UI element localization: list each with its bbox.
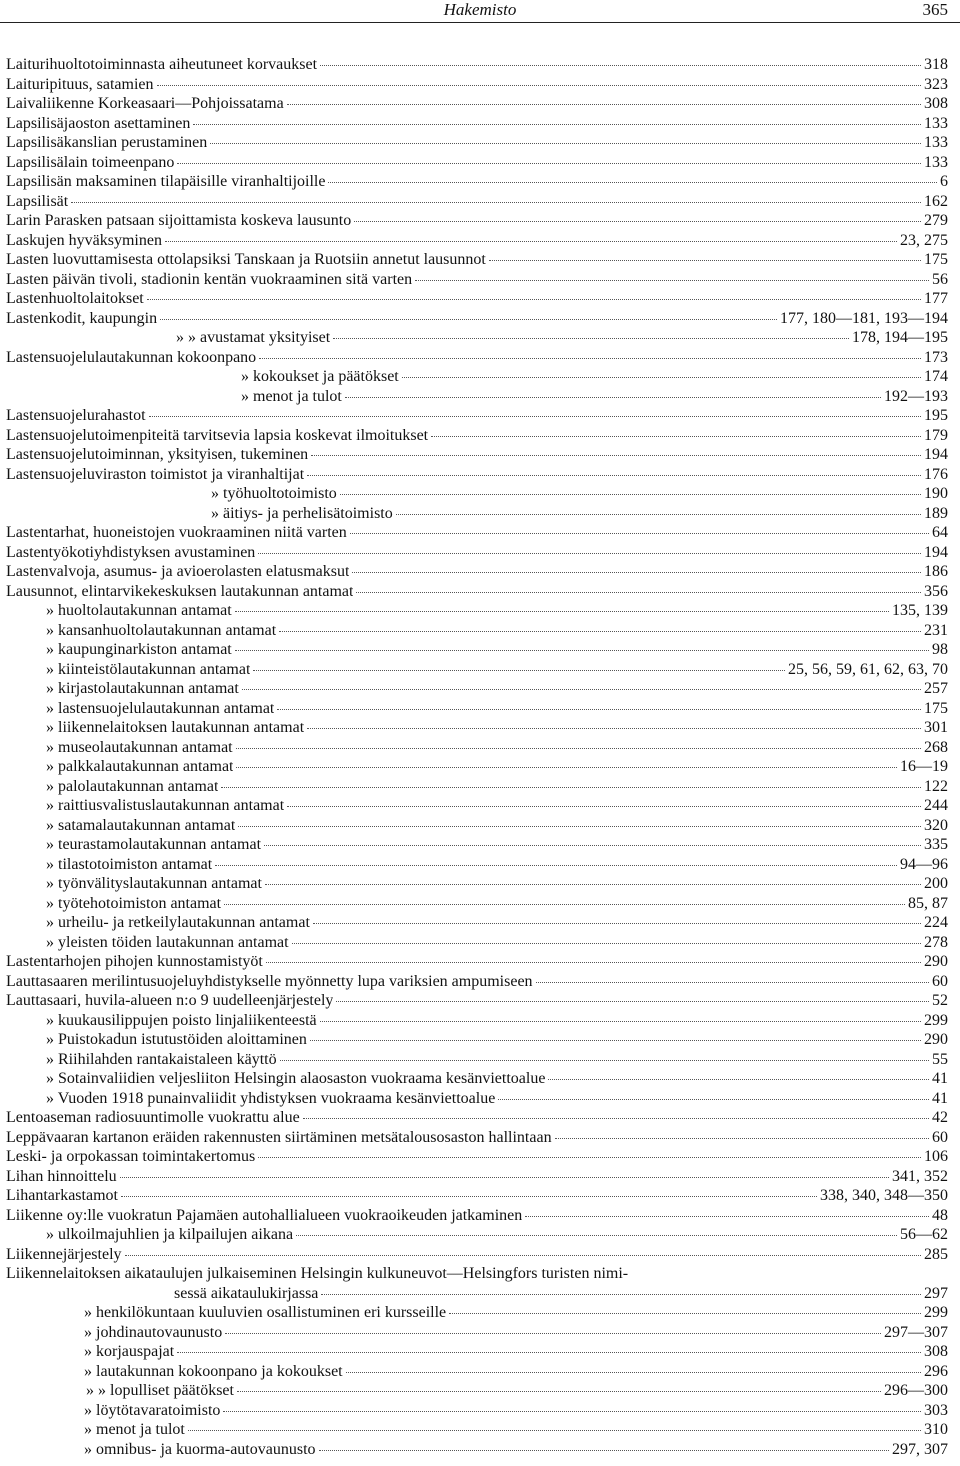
dot-leader bbox=[157, 84, 921, 86]
index-entry bbox=[6, 114, 948, 134]
dot-leader bbox=[125, 1254, 921, 1256]
index-entry bbox=[6, 1225, 948, 1245]
dot-leader bbox=[555, 1137, 929, 1139]
entry-pages: 296 bbox=[924, 1362, 948, 1380]
index-entry bbox=[6, 211, 948, 231]
entry-text: Lihantarkastamot bbox=[6, 1187, 118, 1204]
index-entry bbox=[6, 1245, 948, 1265]
index-entry bbox=[6, 94, 948, 114]
entry-text: Lapsilisäkanslian perustaminen bbox=[6, 134, 208, 151]
entry-text: » työhuoltotoimisto bbox=[211, 485, 337, 502]
entry-text: » ulkoilmajuhlien ja kilpailujen aikana bbox=[46, 1226, 294, 1243]
dot-leader bbox=[346, 1371, 921, 1373]
entry-pages: 338, 340, 348—350 bbox=[820, 1187, 948, 1204]
entry-text: » tilastotoimiston antamat bbox=[46, 855, 213, 873]
entry-text: » liikennelaitoksen lautakunnan antamat bbox=[46, 719, 305, 736]
entry-text: Liikenne oy:lle vuokratun Pajamäen autohallialueen vuokraoikeuden jatkaminen bbox=[6, 1206, 523, 1224]
dot-leader bbox=[321, 1293, 921, 1295]
dot-leader bbox=[328, 181, 937, 183]
index-entry bbox=[6, 835, 948, 855]
entry-text: » » lopulliset päätökset bbox=[86, 1382, 234, 1399]
dot-leader bbox=[345, 396, 881, 398]
entry-text: Lihan hinnoittelu bbox=[6, 1167, 117, 1185]
dot-leader bbox=[279, 630, 921, 632]
entry-pages: 42 bbox=[932, 1109, 948, 1126]
entry-text: Lauttasaari, huvila-alueen n:o 9 uudelleenjärjestely bbox=[6, 992, 334, 1009]
dot-leader bbox=[336, 1000, 929, 1002]
entry-text: Lapsilisät bbox=[6, 192, 69, 210]
entry-text: » johdinautovaunusto bbox=[84, 1323, 223, 1341]
entry-text: » raittiusvalistuslautakunnan antamat bbox=[46, 797, 285, 814]
index-entry bbox=[6, 1362, 948, 1382]
entry-pages: 290 bbox=[924, 953, 948, 970]
entry-pages: 279 bbox=[924, 212, 948, 229]
entry-text: » kaupunginarkiston antamat bbox=[46, 641, 232, 658]
entry-text: Lastensuojeluviraston toimistot ja viranhaltijat bbox=[6, 465, 305, 483]
dot-leader bbox=[449, 1312, 921, 1314]
index-entry bbox=[6, 991, 948, 1011]
entry-pages: 186 bbox=[924, 563, 948, 580]
entry-pages: 175 bbox=[924, 699, 948, 717]
index-entry bbox=[6, 1128, 948, 1148]
dot-leader bbox=[242, 688, 921, 690]
dot-leader bbox=[525, 1215, 929, 1217]
index-entry bbox=[6, 289, 948, 309]
entry-text: Laituripituus, satamien bbox=[6, 75, 154, 93]
dot-leader bbox=[210, 142, 921, 144]
entry-text: » kiinteistölautakunnan antamat bbox=[46, 660, 251, 678]
index-entry bbox=[6, 972, 948, 992]
dot-leader bbox=[536, 981, 929, 983]
dot-leader bbox=[296, 1234, 897, 1236]
index-entry bbox=[6, 855, 948, 875]
entry-pages: 176 bbox=[924, 465, 948, 483]
entry-pages: 310 bbox=[924, 1421, 948, 1438]
dot-leader bbox=[333, 337, 849, 339]
dot-leader bbox=[121, 1195, 817, 1197]
entry-text: » » avustamat yksityiset bbox=[176, 329, 331, 346]
index-entry bbox=[6, 699, 948, 719]
entry-pages: 290 bbox=[924, 1031, 948, 1048]
entry-pages: 195 bbox=[924, 407, 948, 424]
entry-pages: 231 bbox=[924, 621, 948, 639]
dot-leader bbox=[224, 903, 905, 905]
entry-pages: 177 bbox=[924, 290, 948, 307]
dot-leader bbox=[277, 708, 921, 710]
entry-text: » Riihilahden rantakaistaleen käyttö bbox=[46, 1050, 277, 1068]
index-entries bbox=[6, 55, 948, 1459]
dot-leader bbox=[340, 493, 921, 495]
entry-text: sessä aikataulukirjassa bbox=[174, 1284, 319, 1302]
index-entry bbox=[6, 523, 948, 543]
dot-leader bbox=[319, 1449, 889, 1451]
index-entry bbox=[6, 1401, 948, 1421]
entry-text: Lastensuojelurahastot bbox=[6, 407, 146, 424]
entry-pages: 55 bbox=[932, 1050, 948, 1068]
index-entry bbox=[6, 952, 948, 972]
entry-pages: 297—307 bbox=[884, 1323, 948, 1341]
dot-leader bbox=[236, 766, 897, 768]
index-entry bbox=[6, 1108, 948, 1128]
index-entry bbox=[6, 426, 948, 446]
entry-pages: 296—300 bbox=[884, 1382, 948, 1399]
dot-leader bbox=[177, 162, 921, 164]
entry-pages: 297, 307 bbox=[892, 1440, 948, 1458]
entry-pages: 323 bbox=[924, 75, 948, 93]
index-entry bbox=[6, 933, 948, 953]
dot-leader bbox=[165, 240, 897, 242]
index-entry bbox=[6, 192, 948, 212]
index-entry bbox=[6, 679, 948, 699]
entry-text: » urheilu- ja retkeilylautakunnan antamat bbox=[46, 914, 310, 931]
entry-pages: 106 bbox=[924, 1148, 948, 1165]
dot-leader bbox=[310, 1039, 921, 1041]
entry-pages: 257 bbox=[924, 680, 948, 697]
dot-leader bbox=[265, 883, 921, 885]
index-entry bbox=[6, 1342, 948, 1362]
index-entry bbox=[6, 601, 948, 621]
entry-text: Leppävaaran kartanon eräiden rakennusten siirtäminen metsätalousosaston hallintaan bbox=[6, 1128, 552, 1146]
entry-text: Liikennelaitoksen aikataulujen julkaiseminen Helsingin kulkuneuvot—Helsingfors turisten nimi- bbox=[6, 1265, 629, 1282]
index-entry bbox=[6, 153, 948, 173]
entry-text: » lautakunnan kokoonpano ja kokoukset bbox=[84, 1362, 343, 1380]
entry-pages: 320 bbox=[924, 816, 948, 834]
entry-text: » korjauspajat bbox=[84, 1343, 175, 1360]
entry-pages: 299 bbox=[924, 1011, 948, 1029]
index-entry bbox=[6, 1440, 948, 1460]
entry-text: » huoltolautakunnan antamat bbox=[46, 602, 232, 619]
entry-pages: 335 bbox=[924, 836, 948, 853]
entry-text: » palolautakunnan antamat bbox=[46, 777, 219, 795]
entry-pages: 133 bbox=[924, 134, 948, 151]
dot-leader bbox=[147, 298, 921, 300]
entry-pages: 173 bbox=[924, 348, 948, 366]
dot-leader bbox=[215, 864, 897, 866]
dot-leader bbox=[352, 571, 921, 573]
index-entry bbox=[6, 1069, 948, 1089]
dot-leader bbox=[489, 259, 921, 261]
index-entry bbox=[6, 1167, 948, 1187]
dot-leader bbox=[313, 922, 921, 924]
dot-leader bbox=[307, 474, 921, 476]
entry-text: Lastenhuoltolaitokset bbox=[6, 290, 144, 307]
entry-text: » työtehotoimiston antamat bbox=[46, 894, 222, 912]
entry-text: » palkkalautakunnan antamat bbox=[46, 758, 234, 775]
entry-pages: 122 bbox=[924, 777, 948, 795]
entry-pages: 356 bbox=[924, 582, 948, 600]
index-entry bbox=[6, 1186, 948, 1206]
index-entry bbox=[6, 913, 948, 933]
entry-pages: 52 bbox=[932, 992, 948, 1009]
entry-pages: 56 bbox=[932, 270, 948, 288]
dot-leader bbox=[350, 532, 929, 534]
index-entry bbox=[6, 718, 948, 738]
dot-leader bbox=[266, 961, 921, 963]
dot-leader bbox=[258, 1156, 921, 1158]
dot-leader bbox=[292, 942, 921, 944]
entry-pages: 341, 352 bbox=[892, 1167, 948, 1185]
dot-leader bbox=[311, 454, 921, 456]
entry-pages: 16—19 bbox=[900, 758, 948, 775]
index-entry bbox=[6, 55, 948, 75]
dot-leader bbox=[287, 805, 921, 807]
dot-leader bbox=[259, 357, 921, 359]
index-entry bbox=[6, 1050, 948, 1070]
index-entry bbox=[6, 894, 948, 914]
dot-leader bbox=[235, 610, 889, 612]
entry-pages: 85, 87 bbox=[908, 894, 948, 912]
index-entry bbox=[6, 1303, 948, 1323]
index-entry bbox=[6, 328, 948, 348]
entry-text: Lastenvalvoja, asumus- ja avioerolasten elatusmaksut bbox=[6, 563, 350, 580]
dot-leader bbox=[160, 318, 777, 320]
entry-text: » omnibus- ja kuorma-autovaunusto bbox=[84, 1440, 316, 1458]
dot-leader bbox=[235, 649, 929, 651]
index-entry bbox=[6, 543, 948, 563]
entry-text: Lapsilisälain toimeenpano bbox=[6, 153, 175, 171]
entry-pages: 297 bbox=[924, 1284, 948, 1302]
index-entry bbox=[6, 1264, 948, 1284]
index-entry bbox=[6, 445, 948, 465]
entry-pages: 224 bbox=[924, 914, 948, 931]
dot-leader bbox=[237, 1390, 881, 1392]
entry-pages: 133 bbox=[924, 114, 948, 132]
entry-pages: 178, 194—195 bbox=[852, 329, 948, 346]
index-entry bbox=[6, 738, 948, 758]
entry-text: Larin Parasken patsaan sijoittamista koskeva lausunto bbox=[6, 212, 352, 229]
dot-leader bbox=[303, 1117, 929, 1119]
index-entry bbox=[6, 75, 948, 95]
entry-text: » äitiys- ja perhelisätoimisto bbox=[211, 504, 393, 522]
entry-text: Lastensuojelulautakunnan kokoonpano bbox=[6, 348, 257, 366]
entry-text: Lastentyökotiyhdistyksen avustaminen bbox=[6, 543, 256, 561]
index-entry bbox=[6, 406, 948, 426]
dot-leader bbox=[238, 825, 921, 827]
index-entry bbox=[6, 621, 948, 641]
index-entry bbox=[6, 250, 948, 270]
dot-leader bbox=[236, 747, 921, 749]
entry-text: Laivaliikenne Korkeasaari—Pohjoissatama bbox=[6, 95, 284, 112]
index-entry bbox=[6, 270, 948, 290]
entry-text: » satamalautakunnan antamat bbox=[46, 816, 236, 834]
entry-text: Lastentarhojen pihojen kunnostamistyöt bbox=[6, 953, 263, 970]
entry-pages: 177, 180—181, 193—194 bbox=[780, 309, 948, 327]
index-entry bbox=[6, 484, 948, 504]
dot-leader bbox=[188, 1429, 921, 1431]
entry-pages: 278 bbox=[924, 933, 948, 951]
entry-text: Laskujen hyväksyminen bbox=[6, 231, 162, 249]
dot-leader bbox=[221, 786, 921, 788]
dot-leader bbox=[498, 1098, 929, 1100]
index-entry bbox=[6, 874, 948, 894]
dot-leader bbox=[225, 1332, 881, 1334]
entry-text: Lasten päivän tivoli, stadionin kentän vuokraaminen sitä varten bbox=[6, 270, 413, 288]
page-header bbox=[0, 0, 960, 24]
index-entry bbox=[6, 777, 948, 797]
index-entry bbox=[6, 640, 948, 660]
index-entry bbox=[6, 1206, 948, 1226]
index-entry bbox=[6, 1089, 948, 1109]
entry-pages: 301 bbox=[924, 719, 948, 736]
entry-pages: 268 bbox=[924, 738, 948, 756]
dot-leader bbox=[431, 435, 921, 437]
entry-text: » työnvälityslautakunnan antamat bbox=[46, 875, 262, 892]
entry-text: Lapsilisän maksaminen tilapäisille viranhaltijoille bbox=[6, 173, 326, 190]
dot-leader bbox=[354, 220, 921, 222]
entry-pages: 190 bbox=[924, 485, 948, 502]
index-entry bbox=[6, 1147, 948, 1167]
entry-pages: 60 bbox=[932, 1128, 948, 1146]
entry-pages: 23, 275 bbox=[900, 231, 948, 249]
entry-pages: 303 bbox=[924, 1401, 948, 1419]
entry-pages: 194 bbox=[924, 543, 948, 561]
entry-pages: 175 bbox=[924, 251, 948, 268]
entry-text: » henkilökuntaan kuuluvien osallistuminen eri kursseille bbox=[84, 1304, 447, 1321]
entry-text: » Vuoden 1918 punainvaliidit yhdistyksen vuokraama kesänviettoalue bbox=[46, 1089, 496, 1107]
entry-text: Lentoaseman radiosuuntimolle vuokrattu alue bbox=[6, 1109, 300, 1126]
entry-text: » Sotainvaliidien veljesliiton Helsingin alaosaston vuokraama kesänviettoalue bbox=[46, 1070, 546, 1087]
index-entry bbox=[6, 172, 948, 192]
dot-leader bbox=[149, 415, 921, 417]
entry-pages: 41 bbox=[932, 1089, 948, 1107]
entry-pages: 318 bbox=[924, 56, 948, 73]
entry-pages: 98 bbox=[932, 641, 948, 658]
dot-leader bbox=[287, 103, 921, 105]
entry-text: Lastensuojelutoimenpiteitä tarvitsevia lapsia koskevat ilmoitukset bbox=[6, 426, 429, 444]
dot-leader bbox=[264, 844, 921, 846]
entry-pages: 308 bbox=[924, 95, 948, 112]
dot-leader bbox=[402, 376, 921, 378]
index-entry bbox=[6, 1030, 948, 1050]
dot-leader bbox=[177, 1351, 921, 1353]
entry-pages: 41 bbox=[932, 1070, 948, 1087]
index-entry bbox=[6, 133, 948, 153]
index-entry bbox=[6, 796, 948, 816]
index-entry bbox=[6, 1284, 948, 1304]
entry-text: Lasten luovuttamisesta ottolapsiksi Tanskaan ja Ruotsiin annetut lausunnot bbox=[6, 251, 486, 268]
dot-leader bbox=[193, 123, 921, 125]
entry-text: » kansanhuoltolautakunnan antamat bbox=[46, 621, 277, 639]
entry-pages: 194 bbox=[924, 446, 948, 463]
entry-pages: 25, 56, 59, 61, 62, 63, 70 bbox=[788, 660, 948, 678]
entry-text: » menot ja tulot bbox=[84, 1421, 185, 1438]
entry-pages: 135, 139 bbox=[892, 602, 948, 619]
entry-pages: 285 bbox=[924, 1245, 948, 1263]
entry-text: » yleisten töiden lautakunnan antamat bbox=[46, 933, 289, 951]
dot-leader bbox=[320, 1020, 921, 1022]
entry-pages: 6 bbox=[940, 173, 948, 190]
dot-leader bbox=[356, 591, 921, 593]
index-entry bbox=[6, 465, 948, 485]
dot-leader bbox=[415, 279, 929, 281]
index-entry bbox=[6, 504, 948, 524]
index-entry bbox=[6, 582, 948, 602]
entry-text: » menot ja tulot bbox=[241, 387, 342, 405]
entry-text: » kuukausilippujen poisto linjaliikenteestä bbox=[46, 1011, 317, 1029]
dot-leader bbox=[253, 669, 785, 671]
dot-leader bbox=[120, 1176, 889, 1178]
dot-leader bbox=[396, 513, 921, 515]
index-entry bbox=[6, 562, 948, 582]
entry-text: » löytötavaratoimisto bbox=[84, 1401, 221, 1419]
entry-pages: 179 bbox=[924, 426, 948, 444]
index-entry bbox=[6, 348, 948, 368]
entry-pages: 189 bbox=[924, 504, 948, 522]
index-entry bbox=[6, 660, 948, 680]
index-entry bbox=[6, 1420, 948, 1440]
dot-leader bbox=[548, 1078, 929, 1080]
entry-pages: 174 bbox=[924, 368, 948, 385]
entry-pages: 60 bbox=[932, 972, 948, 990]
index-entry bbox=[6, 1011, 948, 1031]
entry-pages: 94—96 bbox=[900, 855, 948, 873]
entry-text: Lastentarhat, huoneistojen vuokraaminen niitä varten bbox=[6, 524, 347, 541]
entry-text: » kokoukset ja päätökset bbox=[241, 368, 399, 385]
entry-pages: 48 bbox=[932, 1206, 948, 1224]
entry-text: Lausunnot, elintarvikekeskuksen lautakunnan antamat bbox=[6, 582, 354, 600]
dot-leader bbox=[307, 727, 921, 729]
entry-pages: 192—193 bbox=[884, 387, 948, 405]
entry-pages: 162 bbox=[924, 192, 948, 210]
entry-text: Lastenkodit, kaupungin bbox=[6, 309, 158, 327]
index-entry bbox=[6, 1323, 948, 1343]
entry-text: » teurastamolautakunnan antamat bbox=[46, 836, 262, 853]
entry-pages: 299 bbox=[924, 1304, 948, 1321]
entry-pages: 308 bbox=[924, 1343, 948, 1360]
entry-text: Leski- ja orpokassan toimintakertomus bbox=[6, 1148, 256, 1165]
entry-text: » lastensuojelulautakunnan antamat bbox=[46, 699, 275, 717]
index-entry bbox=[6, 1381, 948, 1401]
entry-pages: 244 bbox=[924, 797, 948, 814]
entry-pages: 64 bbox=[932, 524, 948, 541]
index-entry bbox=[6, 757, 948, 777]
entry-text: » Puistokadun istutustöiden aloittaminen bbox=[46, 1031, 307, 1048]
index-entry bbox=[6, 309, 948, 329]
index-entry bbox=[6, 816, 948, 836]
page-number: 365 bbox=[922, 0, 948, 19]
entry-text: Lastensuojelutoiminnan, yksityisen, tukeminen bbox=[6, 446, 309, 463]
entry-text: Liikennejärjestely bbox=[6, 1245, 122, 1263]
entry-text: Lauttasaaren merilintusuojeluyhdistykselle myönnetty lupa variksien ampumiseen bbox=[6, 972, 533, 990]
entry-text: Lapsilisäjaoston asettaminen bbox=[6, 114, 191, 132]
header-rule bbox=[0, 22, 960, 23]
entry-pages: 200 bbox=[924, 875, 948, 892]
index-entry bbox=[6, 387, 948, 407]
running-title: Hakemisto bbox=[443, 0, 517, 19]
dot-leader bbox=[320, 64, 921, 66]
index-entry bbox=[6, 367, 948, 387]
dot-leader bbox=[223, 1410, 921, 1412]
entry-text: Laiturihuoltotoiminnasta aiheutuneet korvaukset bbox=[6, 56, 318, 73]
dot-leader bbox=[258, 552, 921, 554]
dot-leader bbox=[280, 1059, 929, 1061]
entry-pages: 133 bbox=[924, 153, 948, 171]
entry-text: » museolautakunnan antamat bbox=[46, 738, 233, 756]
index-entry bbox=[6, 231, 948, 251]
entry-pages: 56—62 bbox=[900, 1226, 948, 1243]
dot-leader bbox=[71, 201, 921, 203]
entry-text: » kirjastolautakunnan antamat bbox=[46, 680, 239, 697]
